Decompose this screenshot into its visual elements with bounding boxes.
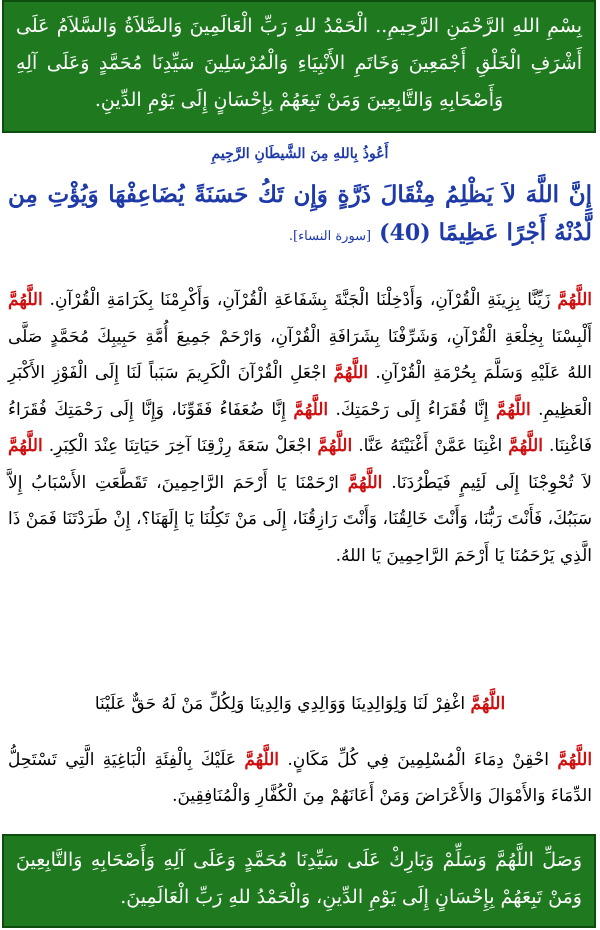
prayer-text: زَيِّنَّا بِزِينَةِ الْقُرْآنِ، وَأَدْخِلْنَا الْجَنَّةَ بِشَفَاعَةِ الْقُرْآنِ، وَأَكْرِمْنَا بِكَرَامَةِ الْقُرْآنِ.	[49, 290, 551, 310]
prayer-text: اجْعَلْ سَعَةَ رِزْقِنَا آخِرَ حَيَاتِنَا عِنْدَ الْكِبَرِ.	[48, 436, 312, 456]
allahumma-word: اللَّهُمَّ	[293, 399, 329, 420]
quran-verse	[8, 176, 592, 256]
supplication-paragraph	[8, 282, 592, 574]
allahumma-word: اللَّهُمَّ	[557, 290, 593, 310]
forgiveness-dua	[8, 686, 592, 722]
opening-praise-box	[2, 0, 596, 133]
allahumma-word: اللَّهُمَّ	[496, 399, 531, 420]
allahumma-word: اللَّهُمَّ	[244, 750, 280, 770]
allahumma-word: اللَّهُمَّ	[508, 436, 543, 456]
prayer-text: اجْعَلِ الْقُرْآنَ الْكَرِيمَ سَبَباً لَنَا إِلَى الْفَوْزِ الأَكْبَرِ الْعَظِيمِ.	[8, 363, 592, 420]
forgiveness-text: اغْفِرْ لَنَا وَلِوَالِدِينَا وَوَالِدِي وَالِدِينَا وَلِكُلِّ مَنْ لَهُ حَقٌّ عَلَيْنَا	[94, 694, 466, 714]
allahumma-word: اللَّهُمَّ	[8, 436, 43, 456]
prayer-text: لاَ تُحْوِجْنَا إِلَى لَئِيمٍ فَيَطْرُدَنَا.	[391, 472, 592, 493]
allahumma-word: اللَّهُمَّ	[333, 363, 369, 383]
prayer-text: اغْنِنَا عَمَّنْ أَغْنَيْتَهُ عَنَّا.	[358, 436, 503, 456]
closing-salawat-text: وَصَلِّ اللَّهُمَّ وَسَلِّمْ وَبَارِكْ عَلَى سَيِّدِنَا مُحَمَّدٍ وَعَلَى آلِهِ وَأَصْحَابِهِ وَالتَّابِعِينَ وَمَنْ تَبِعَهُمْ بِإِحْسَانٍ إِلَى يَوْمِ الدِّينِ، وَالْحَمْدُ للهِ رَبِّ الْعَالَمِينَ.	[16, 849, 582, 908]
protection-text: احْقِنْ دِمَاءَ الْمُسْلِمِينَ فِي كُلِّ مَكَانٍ.	[287, 750, 549, 770]
allahumma-word: اللَّهُمَّ	[8, 290, 43, 310]
protection-dua	[8, 742, 592, 814]
verse-text: إِنَّ اللَّهَ لاَ يَظْلِمُ مِثْقَالَ ذَرَّةٍ وَإِن تَكُ حَسَنَةً يُضَاعِفْهَا وَيُؤْتِ مِن لَّدُنْهُ أَجْرًا عَظِيمًا	[8, 181, 592, 246]
prayer-text: أَلْبِسْنَا بِخِلْعَةِ الْقُرْآنِ، وَشَرِّفْنَا بِشَرَافَةِ الْقُرْآنِ، وَارْحَمْ جَمِيعَ أُمَّةِ حَبِيبِكَ مُحَمَّدٍ صَلَّى اللهُ عَلَيْهِ وَسَلَّمَ بِحُرْمَةِ الْقُرْآنِ.	[8, 326, 593, 383]
prayer-text: إِنَّا فُقَرَاءُ إِلَى رَحْمَتِكَ.	[335, 399, 489, 420]
protection-text: عَلَيْكَ بِالْفِئَةِ الْبَاغِيَةِ الَّتِي تَسْتَحِلُّ الدِّمَاءَ وَالأَمْوَالَ وَالأَعْرَاضَ وَمَنْ أَعَانَهُمْ مِنَ الْكُفَّارِ وَالْمُنَافِقِينَ.	[8, 750, 592, 806]
allahumma-word: اللَّهُمَّ	[317, 436, 353, 456]
verse-number: (40)	[379, 220, 431, 246]
prayer-text: إِنَّا ضُعَفَاءُ فَقَوِّنَا، وَإِنَّا إِلَى رَحْمَتِكَ فُقَرَاءُ فَاغْنِنَا.	[8, 399, 593, 456]
allahumma-word: اللَّهُمَّ	[347, 472, 383, 493]
surah-reference: [سورة النساء].	[288, 229, 372, 244]
opening-praise-text: بِسْمِ اللهِ الرَّحْمَنِ الرَّحِيمِ.. الْحَمْدُ للهِ رَبِّ الْعَالَمِينَ وَالصَّلاَةُ وَالسَّلاَمُ عَلَى أَشْرَفِ الْخَلْقِ أَجْمَعِينَ وَخَاتَمِ الأَنْبِيَاءِ وَالْمُرْسَلِينَ سَيِّدِنَا مُحَمَّدٍ وَعَلَى آلِهِ وَأَصْحَابِهِ وَالتَّابِعِينَ وَمَنْ تَبِعَهُمْ بِإِحْسَانٍ إِلَى يَوْمِ الدِّينِ.	[16, 15, 582, 111]
closing-salawat-box	[2, 834, 596, 928]
audhu-line: أَعُوذُ بِاللهِ مِنَ الشَّيطَانِ الرَّجِيمِ	[211, 146, 389, 162]
allahumma-word: اللَّهُمَّ	[470, 694, 506, 714]
prayer-text: ارْحَمْنَا يَا أَرْحَمَ الرَّاحِمِينَ، تَقَطَّعَتِ الأَسْبَابُ إِلاَّ سَبَبُكَ، فَأَنْتَ رَبُّنَا، وَأَنْتَ خَالِقُنَا، وَأَنْتَ رَازِقُنَا، إِلَى مَنْ تَكِلُنَا يَا إِلَهَنَا؟، إِنْ طَرَدْتَنَا فَمَنْ ذَا الَّذِي يَرْحَمُنَا يَا أَرْحَمَ الرَّاحِمِينَ يَا اللهُ.	[8, 472, 592, 566]
allahumma-word: اللَّهُمَّ	[557, 750, 593, 770]
